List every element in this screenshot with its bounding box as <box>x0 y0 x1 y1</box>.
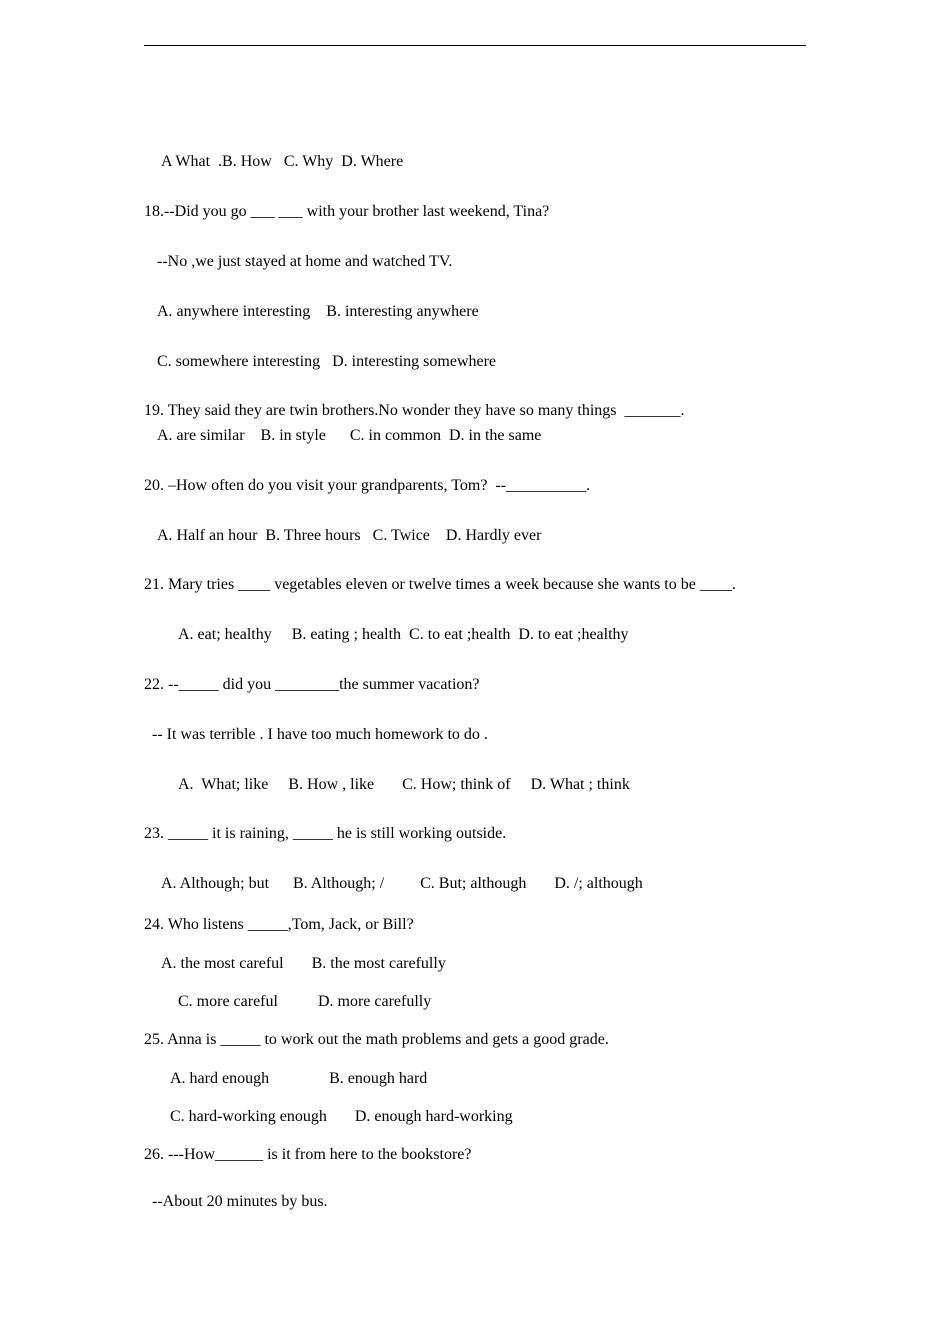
q18-answer-line: --No ,we just stayed at home and watched TV. <box>157 253 453 270</box>
q24-options-cd: C. more careful D. more carefully <box>178 993 432 1010</box>
q17-options: A What .B. How C. Why D. Where <box>161 153 404 170</box>
q26-question: 26. ---How______ is it from here to the bookstore? <box>144 1146 472 1163</box>
q18-options-cd: C. somewhere interesting D. interesting somewhere <box>157 353 497 370</box>
q26-answer-line: --About 20 minutes by bus. <box>152 1193 328 1210</box>
q20-question: 20. –How often do you visit your grandparents, Tom? --__________. <box>144 477 591 494</box>
q21-options: A. eat; healthy B. eating ; health C. to eat ;health D. to eat ;healthy <box>178 626 629 643</box>
q22-options: A. What; like B. How , like C. How; think of D. What ; think <box>178 776 630 793</box>
q21-question: 21. Mary tries ____ vegetables eleven or twelve times a week because she wants to be ____. <box>144 576 736 593</box>
q22-question: 22. --_____ did you ________the summer vacation? <box>144 676 480 693</box>
q22-answer-line: -- It was terrible . I have too much homework to do . <box>152 726 488 743</box>
q19-options: A. are similar B. in style C. in common D. in the same <box>157 427 542 444</box>
header-rule <box>144 45 806 46</box>
q25-question: 25. Anna is _____ to work out the math problems and gets a good grade. <box>144 1031 609 1048</box>
q23-options: A. Although; but B. Although; / C. But; although D. /; although <box>161 875 643 892</box>
q24-question: 24. Who listens _____,Tom, Jack, or Bill? <box>144 916 414 933</box>
q20-options: A. Half an hour B. Three hours C. Twice D. Hardly ever <box>157 527 542 544</box>
q23-question: 23. _____ it is raining, _____ he is still working outside. <box>144 825 507 842</box>
q19-question: 19. They said they are twin brothers.No wonder they have so many things _______. <box>144 402 685 419</box>
q25-options-cd: C. hard-working enough D. enough hard-working <box>170 1108 513 1125</box>
q18-options-ab: A. anywhere interesting B. interesting anywhere <box>157 303 479 320</box>
q18-question: 18.--Did you go ___ ___ with your brother last weekend, Tina? <box>144 203 550 220</box>
q24-options-ab: A. the most careful B. the most carefully <box>161 955 446 972</box>
q25-options-ab: A. hard enough B. enough hard <box>170 1070 428 1087</box>
